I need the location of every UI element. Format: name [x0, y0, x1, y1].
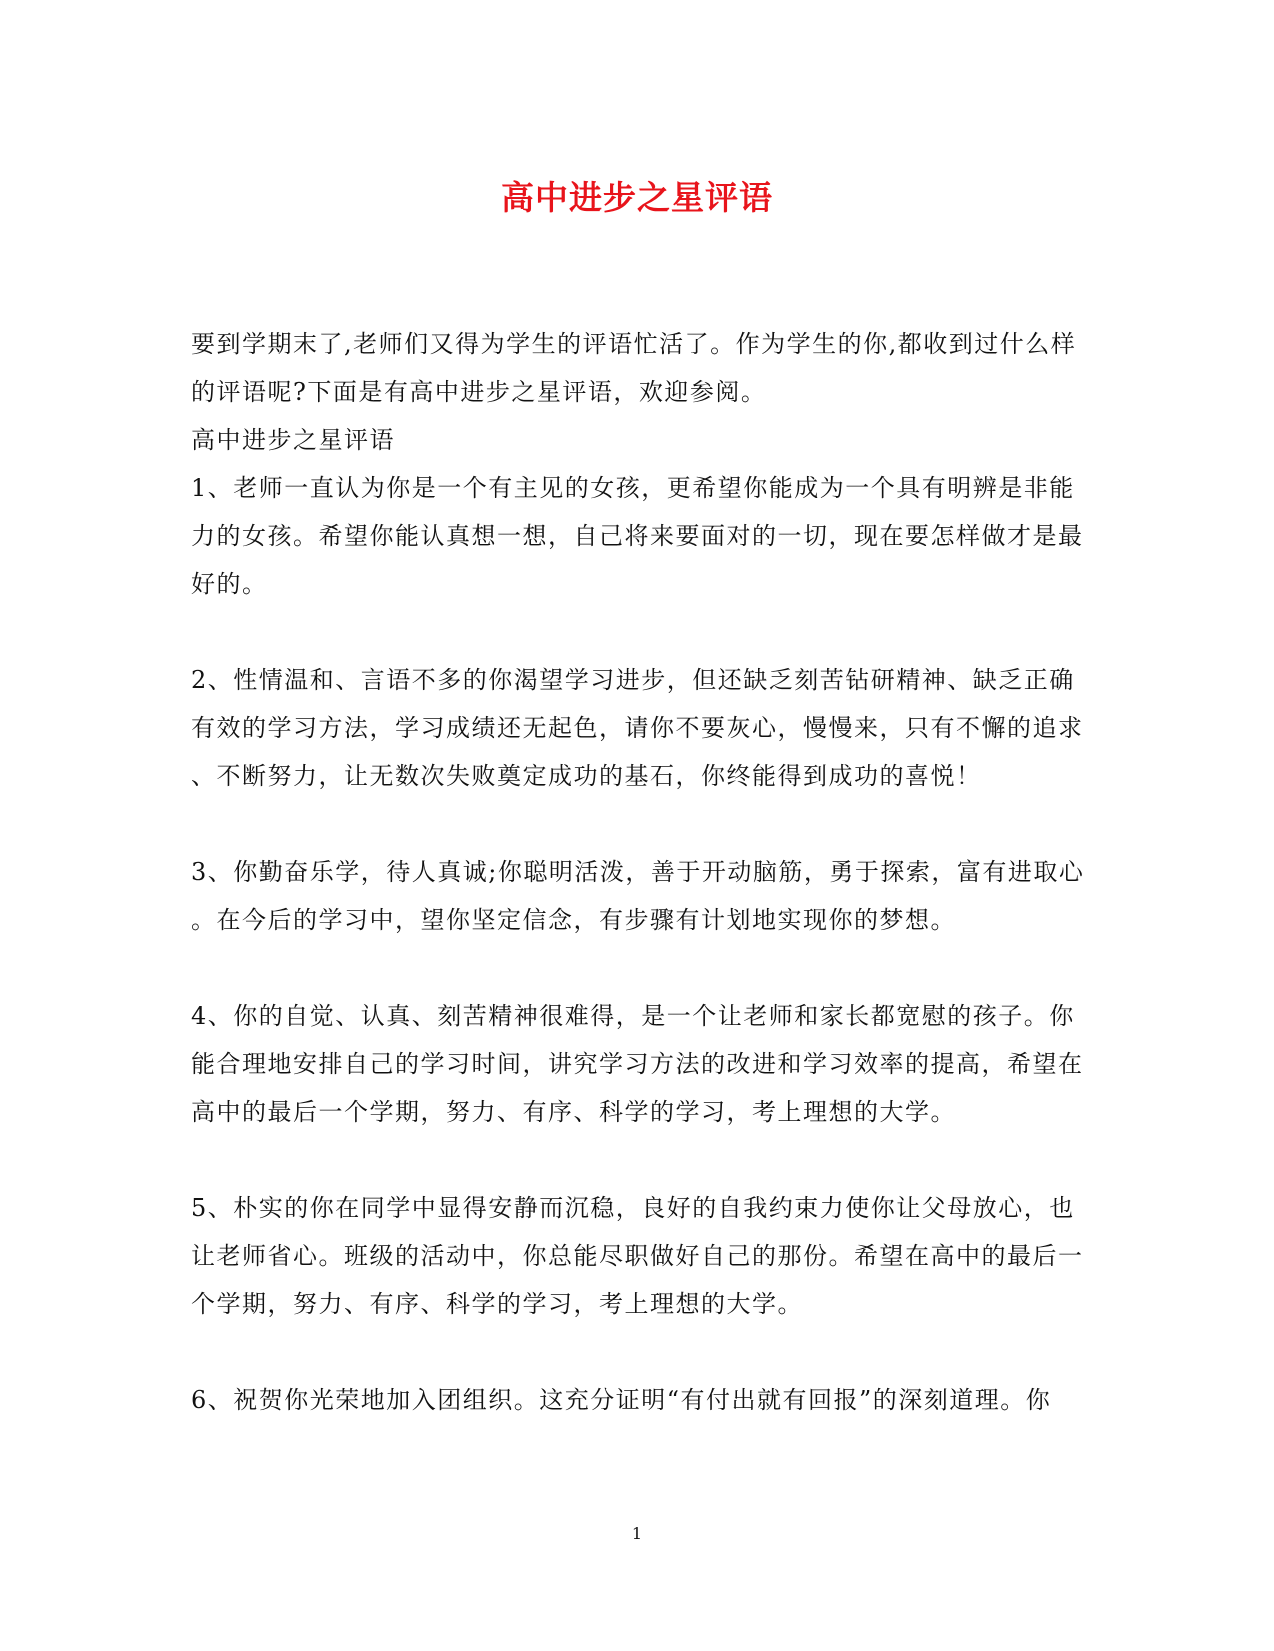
text-line: 有效的学习方法，学习成绩还无起色，请你不要灰心，慢慢来，只有不懈的追求 [191, 714, 1084, 742]
text-line: 要到学期末了,老师们又得为学生的评语忙活了。作为学生的你,都收到过什么样 [191, 330, 1077, 358]
comment-item-1 [191, 464, 1084, 608]
text-line: 、不断努力，让无数次失败奠定成功的基石，你终能得到成功的喜悦！ [191, 762, 982, 790]
comment-item-5 [191, 1184, 1084, 1328]
text-line: 3、你勤奋乐学，待人真诚;你聪明活泼，善于开动脑筋，勇于探索，富有进取心 [191, 858, 1085, 886]
text-line: 个学期，努力、有序、科学的学习，考上理想的大学。 [191, 1290, 803, 1318]
text-line: 的评语呢?下面是有高中进步之星评语，欢迎参阅。 [191, 378, 767, 406]
text-line: 。在今后的学习中，望你坚定信念，有步骤有计划地实现你的梦想。 [191, 906, 956, 934]
text-line: 6、祝贺你光荣地加入团组织。这充分证明“有付出就有回报”的深刻道理。你 [191, 1386, 1052, 1414]
subheading: 高中进步之星评语 [191, 426, 395, 454]
text-line: 4、你的自觉、认真、刻苦精神很难得，是一个让老师和家长都宽慰的孩子。你 [191, 1002, 1075, 1030]
comment-item-4 [191, 992, 1084, 1136]
comment-item-2 [191, 656, 1084, 800]
text-line: 让老师省心。班级的活动中，你总能尽职做好自己的那份。希望在高中的最后一 [191, 1242, 1084, 1270]
intro-paragraph [191, 320, 1077, 464]
text-line: 1、老师一直认为你是一个有主见的女孩，更希望你能成为一个具有明辨是非能 [191, 474, 1075, 502]
page-number: 1 [631, 1524, 643, 1543]
text-line: 能合理地安排自己的学习时间，讲究学习方法的改进和学习效率的提高，希望在 [191, 1050, 1084, 1078]
text-line: 力的女孩。希望你能认真想一想，自己将来要面对的一切，现在要怎样做才是最 [191, 522, 1084, 550]
comment-item-6 [191, 1376, 1071, 1424]
text-line: 好的。 [191, 570, 268, 598]
text-line: 5、朴实的你在同学中显得安静而沉稳，良好的自我约束力使你让父母放心，也 [191, 1194, 1075, 1222]
text-line: 高中的最后一个学期，努力、有序、科学的学习，考上理想的大学。 [191, 1098, 956, 1126]
comment-item-3 [191, 848, 1085, 944]
document-title: 高中进步之星评语 [501, 178, 773, 217]
text-line: 2、性情温和、言语不多的你渴望学习进步，但还缺乏刻苦钻研精神、缺乏正确 [191, 666, 1075, 694]
